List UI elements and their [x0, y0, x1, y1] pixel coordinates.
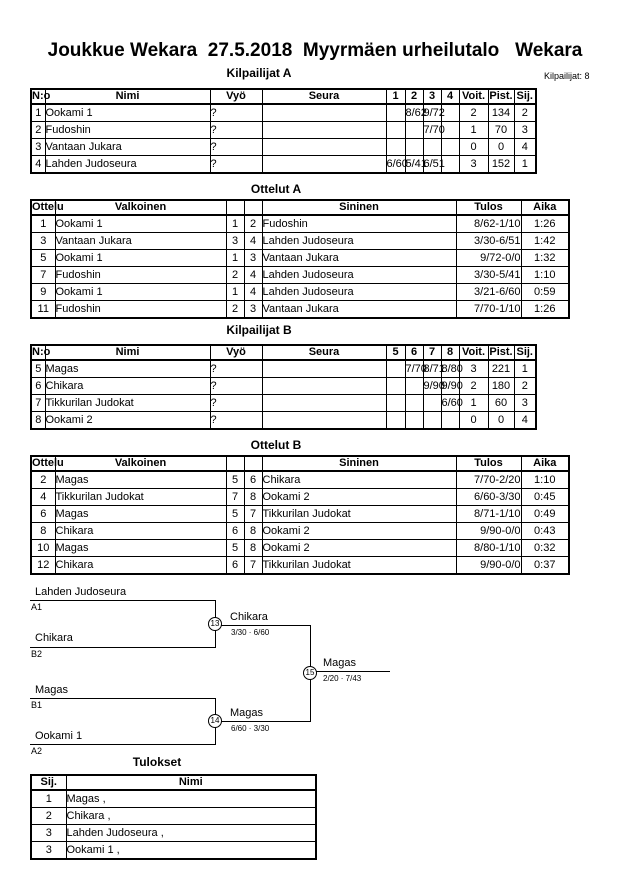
col-header-club: Seura [262, 345, 386, 360]
col-header-opp5: 5 [386, 345, 405, 360]
col-header-wins: Voit. [459, 345, 488, 360]
cell-result-2: 5/41 [405, 156, 423, 174]
match-number-badge: 14 [208, 714, 222, 728]
cell-score: 8/71-1/10 [456, 506, 521, 523]
col-header-white: Valkoinen [55, 456, 226, 471]
cell-place: 1 [514, 156, 536, 174]
cell-place: 2 [31, 808, 66, 825]
col-header-points: Pist. [489, 90, 513, 102]
col-header-opp3: 3 [423, 89, 441, 104]
col-header-belt: Vyö [210, 345, 262, 360]
cell-match-no: 5 [31, 250, 55, 267]
cell-wins: 0 [459, 412, 488, 430]
cell-white-name: Fudoshin [55, 301, 226, 319]
matches-b-heading: Ottelut B [250, 438, 302, 452]
cell-belt: ? [210, 122, 262, 139]
cell-white-name: Magas [55, 471, 226, 489]
bracket-player-name: Chikara [35, 632, 73, 644]
bracket-player-name: Ookami 1 [35, 730, 83, 742]
cell-no: 2 [31, 122, 45, 139]
bracket-winner-name: Chikara [230, 611, 268, 623]
cell-white-no: 1 [226, 250, 244, 267]
cell-match-no: 9 [31, 284, 55, 301]
cell-blue-name: Fudoshin [262, 215, 456, 233]
match-number-badge: 13 [208, 617, 222, 631]
cell-result-3: 9/72 [423, 104, 441, 122]
cell-white-name: Magas [55, 540, 226, 557]
cell-time: 1:10 [521, 471, 569, 489]
cell-result-3: 6/51 [423, 156, 441, 174]
result-row [31, 842, 316, 860]
col-header-belt: Vyö [210, 89, 262, 104]
bracket-seed-label: B2 [31, 649, 43, 659]
cell-score: 7/70-1/10 [456, 301, 521, 319]
cell-score: 8/62-1/10 [456, 215, 521, 233]
cell-match-no: 2 [31, 471, 55, 489]
cell-blue-name: Lahden Judoseura [262, 284, 456, 301]
cell-wins: 0 [459, 139, 488, 156]
cell-blue-no: 8 [244, 523, 262, 540]
pool-b-heading: Kilpailijat B [226, 323, 292, 337]
bracket-seed-label: A2 [31, 746, 43, 756]
pool-a-heading: Kilpailijat A [226, 66, 292, 80]
cell-place: 2 [514, 378, 536, 395]
results-heading: Tulokset [132, 755, 182, 769]
cell-name: Magas , [66, 790, 316, 808]
cell-blue-name: Lahden Judoseura [262, 267, 456, 284]
cell-time: 0:43 [521, 523, 569, 540]
cell-place: 3 [31, 842, 66, 860]
col-header-place: Sij. [31, 775, 66, 790]
cell-white-name: Chikara [55, 557, 226, 575]
cell-time: 0:45 [521, 489, 569, 506]
cell-points: 180 [488, 378, 514, 395]
cell-score: 3/30-5/41 [456, 267, 521, 284]
cell-result-4: 6/60 [441, 395, 459, 412]
cell-match-no: 8 [31, 523, 55, 540]
cell-white-no: 6 [226, 557, 244, 575]
result-row [31, 825, 316, 842]
col-header-score: Tulos [456, 456, 521, 471]
cell-white-no: 5 [226, 506, 244, 523]
cell-name: Lahden Judoseura [45, 156, 210, 174]
bracket-line [215, 721, 310, 722]
cell-result-3: 9/90 [423, 378, 441, 395]
cell-blue-no: 8 [244, 540, 262, 557]
cell-place: 1 [31, 790, 66, 808]
bracket-line [30, 647, 215, 648]
cell-time: 0:59 [521, 284, 569, 301]
bracket-player-name: Magas [35, 684, 69, 696]
cell-wins: 3 [459, 156, 488, 174]
cell-match-no: 11 [31, 301, 55, 319]
cell-wins: 1 [459, 395, 488, 412]
cell-no: 1 [31, 104, 45, 122]
cell-place: 4 [514, 412, 536, 430]
results-header-row [31, 775, 316, 790]
cell-white-no: 6 [226, 523, 244, 540]
col-header-opp6: 6 [405, 345, 423, 360]
matches-a-heading: Ottelut A [250, 182, 302, 196]
col-header-score: Tulos [456, 200, 521, 215]
col-header-no: N:o [32, 346, 51, 358]
cell-match-no: 10 [31, 540, 55, 557]
cell-white-name: Chikara [55, 523, 226, 540]
cell-place: 1 [514, 360, 536, 378]
cell-points: 134 [488, 104, 514, 122]
cell-blue-no: 2 [244, 215, 262, 233]
col-header-opp4: 4 [441, 89, 459, 104]
cell-time: 1:10 [521, 267, 569, 284]
cell-points: 0 [488, 412, 514, 430]
col-header-points: Pist. [489, 346, 513, 358]
competitors-count-label: Kilpailijat: 8 [544, 71, 590, 81]
cell-name: Tikkurilan Judokat [45, 395, 210, 412]
col-header-name: Nimi [66, 775, 316, 790]
cell-wins: 2 [459, 378, 488, 395]
cell-no: 3 [31, 139, 45, 156]
cell-belt: ? [210, 378, 262, 395]
cell-match-no: 6 [31, 506, 55, 523]
bracket-line [30, 600, 215, 601]
result-row [31, 808, 316, 825]
cell-white-name: Ookami 1 [55, 284, 226, 301]
col-header-name: Nimi [45, 345, 210, 360]
col-header-place: Sij. [514, 89, 536, 104]
cell-white-no: 5 [226, 540, 244, 557]
cell-result-1: 6/60 [386, 156, 405, 174]
cell-white-no: 1 [226, 284, 244, 301]
cell-name: Magas [45, 360, 210, 378]
col-header-time: Aika [521, 200, 569, 215]
cell-name: Vantaan Jukara [45, 139, 210, 156]
cell-match-no: 7 [31, 267, 55, 284]
result-row [31, 790, 316, 808]
cell-white-no: 1 [226, 215, 244, 233]
cell-blue-name: Tikkurilan Judokat [262, 506, 456, 523]
cell-blue-name: Chikara [262, 471, 456, 489]
bracket-winner-name: Magas [323, 657, 357, 669]
col-header-opp7: 7 [423, 345, 441, 360]
cell-wins: 1 [459, 122, 488, 139]
cell-place: 3 [31, 825, 66, 842]
cell-white-name: Magas [55, 506, 226, 523]
bracket-winner-score: 6/60 · 3/30 [231, 724, 270, 733]
cell-blue-no: 3 [244, 301, 262, 319]
cell-white-name: Vantaan Jukara [55, 233, 226, 250]
cell-points: 152 [488, 156, 514, 174]
results-table [30, 774, 317, 860]
cell-time: 1:42 [521, 233, 569, 250]
col-header-opp8: 8 [441, 345, 459, 360]
cell-blue-name: Lahden Judoseura [262, 233, 456, 250]
cell-belt: ? [210, 395, 262, 412]
cell-time: 0:49 [521, 506, 569, 523]
cell-name: Fudoshin [45, 122, 210, 139]
cell-place: 2 [514, 104, 536, 122]
cell-score: 9/90-0/0 [456, 523, 521, 540]
cell-no: 4 [31, 156, 45, 174]
col-header-opp1: 1 [386, 89, 405, 104]
cell-white-no: 2 [226, 301, 244, 319]
bracket-seed-label: B1 [31, 700, 43, 710]
cell-white-no: 5 [226, 471, 244, 489]
cell-place: 4 [514, 139, 536, 156]
cell-points: 60 [488, 395, 514, 412]
cell-blue-name: Vantaan Jukara [262, 250, 456, 267]
cell-belt: ? [210, 412, 262, 430]
cell-result-4: 9/90 [441, 378, 459, 395]
cell-blue-no: 4 [244, 267, 262, 284]
cell-blue-name: Ookami 2 [262, 523, 456, 540]
cell-match-no: 1 [31, 215, 55, 233]
cell-wins: 3 [459, 360, 488, 378]
cell-blue-no: 6 [244, 471, 262, 489]
cell-score: 9/90-0/0 [456, 557, 521, 575]
cell-belt: ? [210, 156, 262, 174]
cell-place: 3 [514, 122, 536, 139]
cell-time: 1:32 [521, 250, 569, 267]
bracket-line [215, 625, 310, 626]
cell-time: 1:26 [521, 301, 569, 319]
col-header-wins: Voit. [459, 89, 488, 104]
col-header-club: Seura [262, 89, 386, 104]
cell-result-2: 8/62 [405, 104, 423, 122]
cell-result-2: 7/70 [405, 360, 423, 378]
col-header-blue: Sininen [262, 200, 456, 215]
cell-no: 7 [31, 395, 45, 412]
cell-name: Chikara [45, 378, 210, 395]
cell-white-no: 2 [226, 267, 244, 284]
bracket-winner-score: 2/20 · 7/43 [323, 674, 362, 683]
col-header-match-no: Ottelu [32, 457, 64, 469]
cell-score: 6/60-3/30 [456, 489, 521, 506]
cell-no: 6 [31, 378, 45, 395]
cell-score: 3/21-6/60 [456, 284, 521, 301]
col-header-place: Sij. [514, 345, 536, 360]
cell-white-name: Fudoshin [55, 267, 226, 284]
cell-blue-no: 4 [244, 284, 262, 301]
cell-wins: 2 [459, 104, 488, 122]
cell-blue-no: 3 [244, 250, 262, 267]
col-header-no: N:o [32, 90, 51, 102]
cell-white-name: Ookami 1 [55, 250, 226, 267]
cell-no: 8 [31, 412, 45, 430]
cell-no: 5 [31, 360, 45, 378]
cell-time: 0:32 [521, 540, 569, 557]
cell-blue-name: Vantaan Jukara [262, 301, 456, 319]
cell-blue-name: Tikkurilan Judokat [262, 557, 456, 575]
cell-blue-name: Ookami 2 [262, 540, 456, 557]
cell-result-3: 8/71 [423, 360, 441, 378]
cell-score: 8/80-1/10 [456, 540, 521, 557]
bracket-seed-label: A1 [31, 602, 43, 612]
bracket-line [30, 698, 215, 699]
cell-points: 70 [488, 122, 514, 139]
page-title: Joukkue Wekara 27.5.2018 Myyrmäen urheilutalo Wekara [47, 40, 583, 61]
col-header-opp2: 2 [405, 89, 423, 104]
cell-belt: ? [210, 360, 262, 378]
cell-name: Ookami 1 , [66, 842, 316, 860]
cell-name: Ookami 2 [45, 412, 210, 430]
cell-result-3: 7/70 [423, 122, 441, 139]
cell-result-4: 8/80 [441, 360, 459, 378]
col-header-name: Nimi [45, 89, 210, 104]
col-header-time: Aika [521, 456, 569, 471]
cell-name: Chikara , [66, 808, 316, 825]
bracket-line [310, 671, 390, 672]
cell-score: 9/72-0/0 [456, 250, 521, 267]
col-header-blue: Sininen [262, 456, 456, 471]
bracket-winner-score: 3/30 · 6/60 [231, 628, 270, 637]
cell-white-no: 7 [226, 489, 244, 506]
cell-white-name: Tikkurilan Judokat [55, 489, 226, 506]
cell-white-no: 3 [226, 233, 244, 250]
cell-time: 1:26 [521, 215, 569, 233]
cell-match-no: 3 [31, 233, 55, 250]
cell-name: Lahden Judoseura , [66, 825, 316, 842]
cell-blue-name: Ookami 2 [262, 489, 456, 506]
cell-white-name: Ookami 1 [55, 215, 226, 233]
cell-time: 0:37 [521, 557, 569, 575]
match-number-badge: 15 [303, 666, 317, 680]
cell-belt: ? [210, 104, 262, 122]
cell-blue-no: 4 [244, 233, 262, 250]
cell-points: 221 [488, 360, 514, 378]
cell-blue-no: 8 [244, 489, 262, 506]
bracket-line [30, 744, 215, 745]
bracket-player-name: Lahden Judoseura [35, 586, 127, 598]
cell-match-no: 12 [31, 557, 55, 575]
cell-name: Ookami 1 [45, 104, 210, 122]
cell-points: 0 [488, 139, 514, 156]
cell-score: 3/30-6/51 [456, 233, 521, 250]
cell-belt: ? [210, 139, 262, 156]
cell-blue-no: 7 [244, 506, 262, 523]
cell-match-no: 4 [31, 489, 55, 506]
col-header-match-no: Ottelu [32, 201, 64, 213]
cell-blue-no: 7 [244, 557, 262, 575]
cell-score: 7/70-2/20 [456, 471, 521, 489]
bracket-winner-name: Magas [230, 707, 264, 719]
cell-place: 3 [514, 395, 536, 412]
col-header-white: Valkoinen [55, 200, 226, 215]
